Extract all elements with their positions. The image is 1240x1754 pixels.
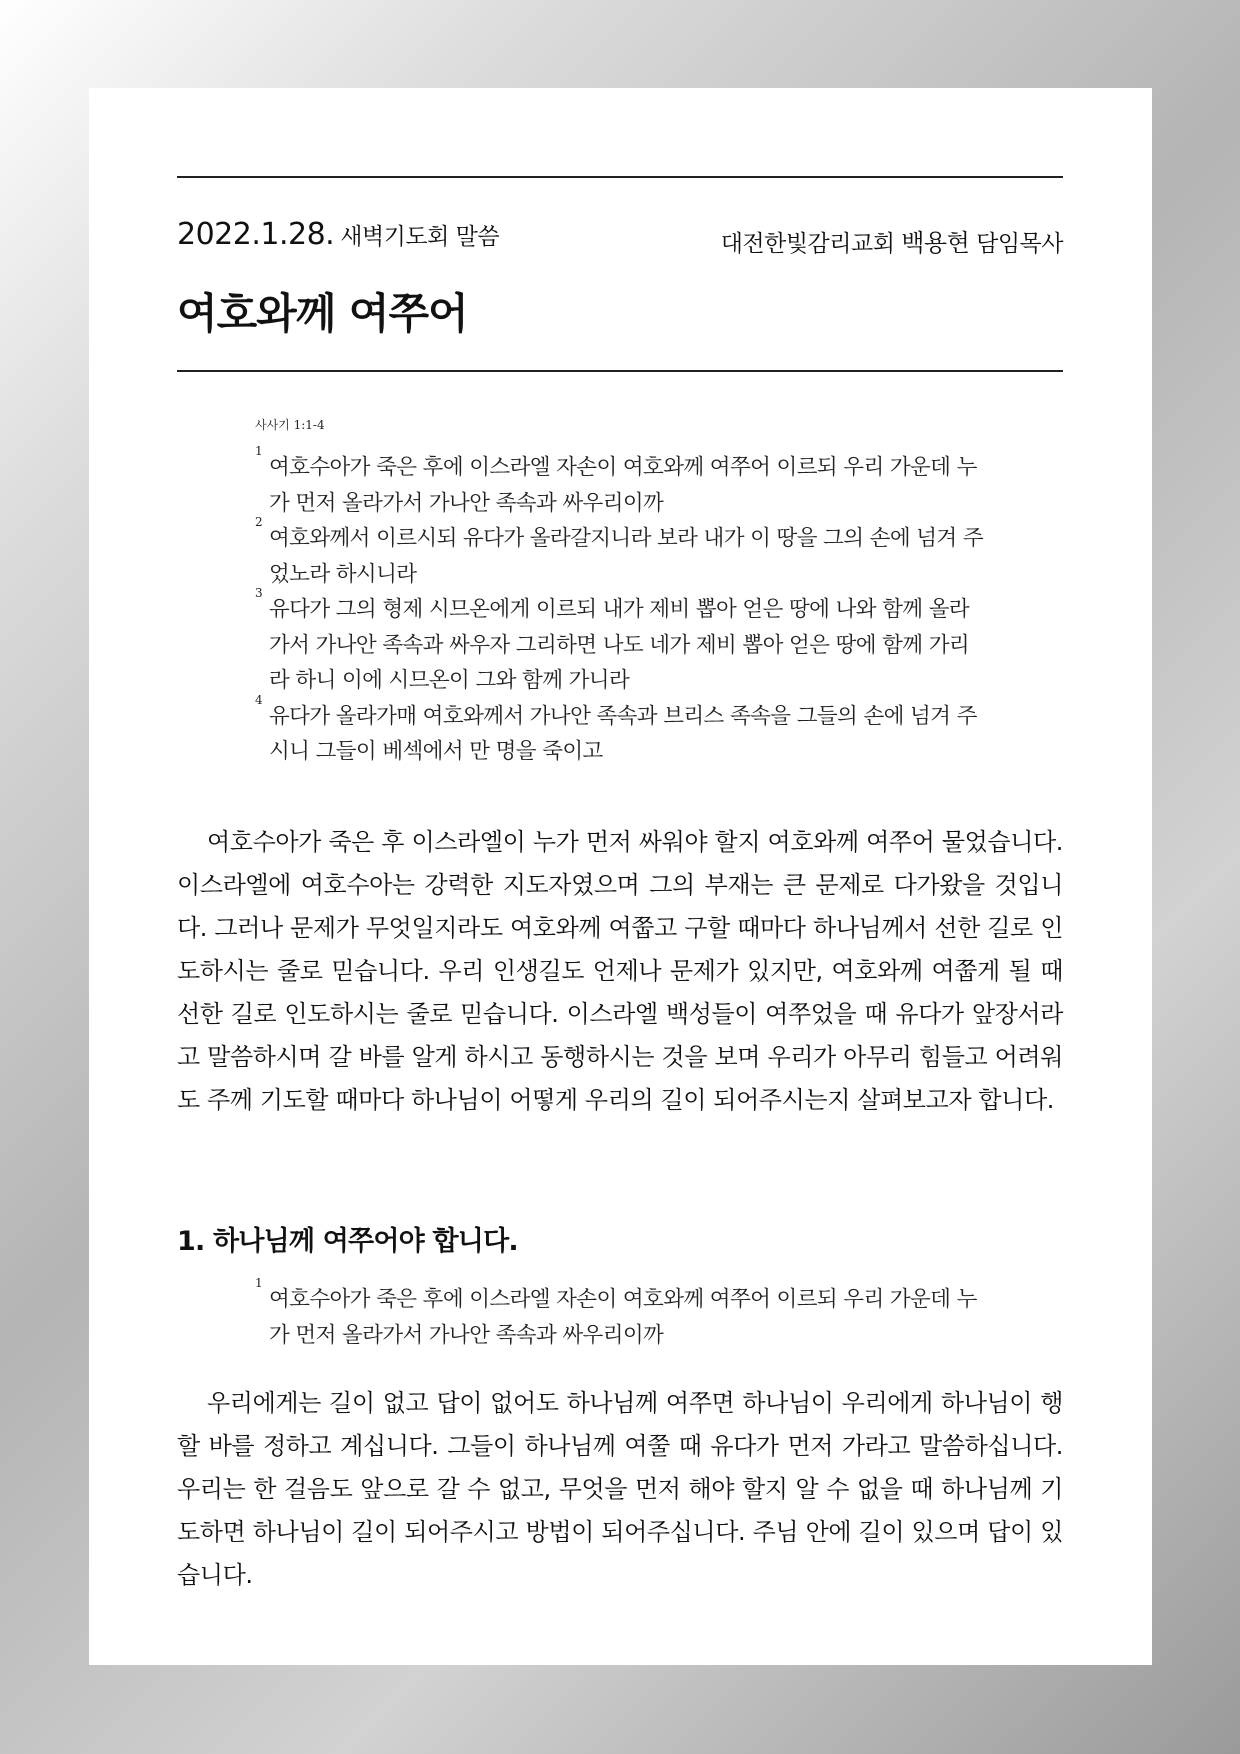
verse-text: 유다가 그의 형제 시므온에게 이르되 내가 제비 뽑아 얻은 땅에 나와 함께 올라가서 가나안 족속과 싸우자 그리하면 나도 네가 제비 뽑아 얻은 땅에 함께 가리라 하니 이에 시므온이 그와 함께 가니라 [269,597,970,693]
verse-text: 유다가 올라가매 여호와께서 가나안 족속과 브리스 족속을 그들의 손에 넘겨 주시니 그들이 베섹에서 만 명을 죽이고 [269,703,977,764]
verse-2 [255,515,985,592]
section-1-paragraph: 우리에게는 길이 없고 답이 없어도 하나님께 여쭈면 하나님이 우리에게 하나님이 행할 바를 정하고 계십니다. 그들이 하나님께 여쭐 때 유다가 먼저 가라고 말씀하십니다. 우리는 한 걸음도 앞으로 갈 수 없고, 무엇을 먼저 해야 할지 알 수 없을 때 하나님께 기도하면 하나님이 길이 되어주시고 방법이 되어주십니다. 주님 안에 길이 있으며 답이 있습니다. [177,1389,1063,1589]
verse-1 [255,444,985,521]
verse-text: 여호수아가 죽은 후에 이스라엘 자손이 여호와께 여쭈어 이르되 우리 가운데 누가 먼저 올라가서 가나안 족속과 싸우리이까 [269,1287,977,1348]
verse-number: 1 [255,1276,263,1290]
section-1-heading: 1. 하나님께 여쭈어야 합니다. [177,1226,518,1257]
verse-number: 4 [255,692,263,707]
verse-number: 2 [255,515,263,529]
verse-1 [255,1276,985,1353]
intro-paragraph: 여호수아가 죽은 후 이스라엘이 누가 먼저 싸워야 할지 여호와께 여쭈어 물었습니다. 이스라엘에 여호수아는 강력한 지도자였으며 그의 부재는 큰 문제로 다가왔을 것입니다. 그러나 문제가 무엇일지라도 여호와께 여쭙고 구할 때마다 하나님께서 선한 길로 인도하시는 줄로 믿습니다. 우리 인생길도 언제나 문제가 있지만, 여호와께 여쭙게 될 때 선한 길로 인도하시는 줄로 믿습니다. 이스라엘 백성들이 여쭈었을 때 유다가 앞장서라고 말씀하시며 갈 바를 알게 하시고 동행하시는 것을 보며 우리가 아무리 힘들고 어려워도 주께 기도할 때마다 하나님이 어떻게 우리의 길이 되어주시는지 살펴보고자 합니다. [177,828,1063,1114]
scripture-reference: 사사기 1:1-4 [255,418,325,432]
church-name: 대전한빛감리교회 [720,231,895,257]
pastor-name: 백용현 [901,229,970,257]
preacher-info [721,223,1063,258]
verse-number: 1 [255,444,263,458]
verse-text: 여호수아가 죽은 후에 이스라엘 자손이 여호와께 여쭈어 이르되 우리 가운데 누가 먼저 올라가서 가나안 족속과 싸우리이까 [269,455,977,516]
verse-3 [255,586,985,699]
pastor-title: 담임목사 [976,231,1063,257]
scripture-passage [255,418,985,770]
verse-number: 3 [255,586,263,600]
service-name: 새벽기도회 말씀 [340,224,500,250]
section-1-scripture [255,1276,985,1353]
verse-text: 여호와께서 이르시되 유다가 올라갈지니라 보라 내가 이 땅을 그의 손에 넘겨 주었노라 하시니라 [269,526,983,587]
sermon-header [177,217,1063,257]
document-page [89,88,1152,1665]
verse-4 [255,692,985,770]
sermon-title: 여호와께 여쭈어 [177,289,468,338]
sermon-date: 2022.1.28. [177,217,335,252]
sermon-date-line [177,217,499,252]
title-rule [177,370,1063,372]
top-rule [177,176,1063,178]
